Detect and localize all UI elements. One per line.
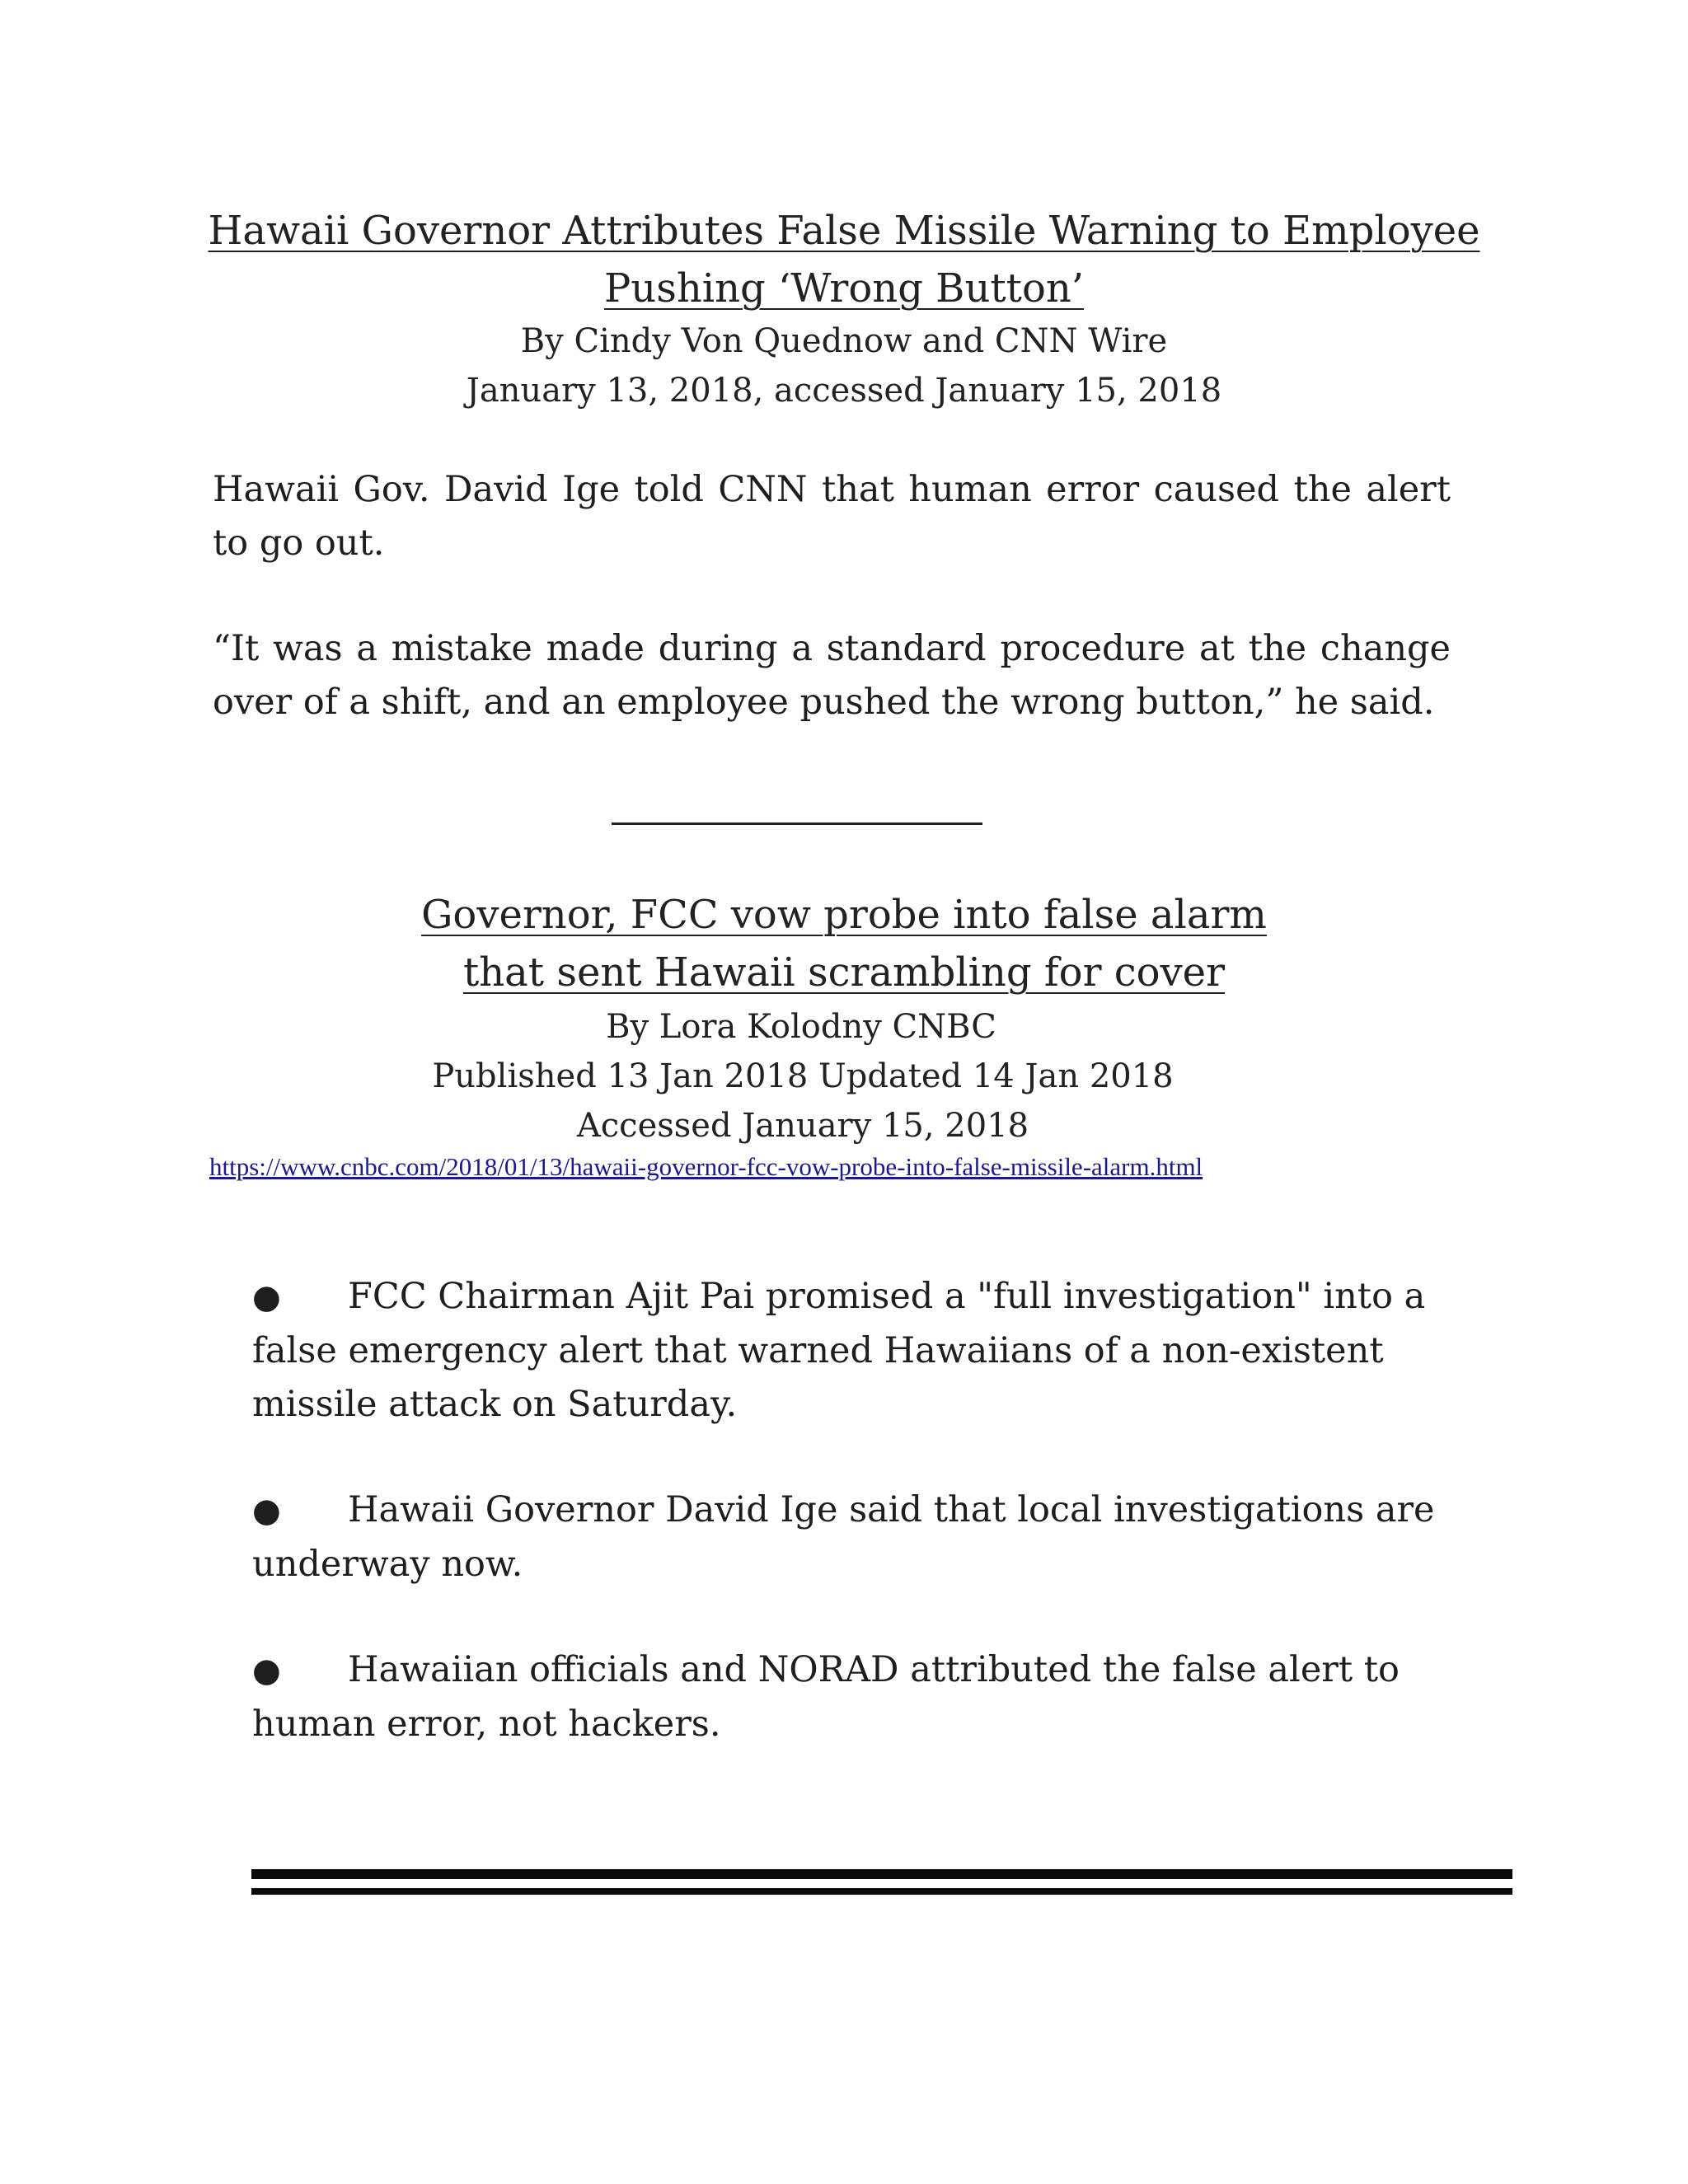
bullet-item	[252, 1483, 1472, 1591]
article2-url-link[interactable]: https://www.cnbc.com/2018/01/13/hawaii-governor-fcc-vow-probe-into-false-missile-alarm.html	[209, 1152, 1203, 1181]
bullet-line	[252, 1483, 1472, 1538]
footer-rule-thin	[251, 1888, 1512, 1895]
bullet-line: human error, not hackers.	[252, 1704, 721, 1745]
article2-accessed: Accessed January 15, 2018	[576, 1107, 1029, 1145]
article2-title-line2: that sent Hawaii scrambling for cover	[462, 949, 1226, 996]
bullet-item	[252, 1643, 1472, 1751]
article1-title-line2: Pushing ‘Wrong Button’	[603, 265, 1085, 312]
bullet-line: missile attack on Saturday.	[252, 1384, 738, 1425]
section-divider	[612, 823, 982, 825]
footer-rule-thick	[251, 1869, 1512, 1879]
bullet-text: Hawaiian officials and NORAD attributed the false alert to	[348, 1649, 1400, 1690]
article2-title-line1: Governor, FCC vow probe into false alarm	[421, 892, 1267, 938]
article2-byline: By Lora Kolodny CNBC	[606, 1008, 996, 1046]
bullet-line: underway now.	[252, 1544, 523, 1585]
bullet-dot-icon: ●	[252, 1278, 281, 1316]
article1-date: January 13, 2018, accessed January 15, 2018	[466, 372, 1222, 410]
article1-title-line1: Hawaii Governor Attributes False Missile Warning to Employee	[208, 208, 1480, 254]
article1-paragraph2: “It was a mistake made during a standard procedure at the change over of a shift, and an employee pushed the wrong button,” he said.	[213, 628, 1451, 723]
article1-paragraph1: Hawaii Gov. David Ige told CNN that human error caused the alert to go out.	[213, 469, 1451, 564]
bullet-line	[252, 1270, 1472, 1324]
bullet-dot-icon: ●	[252, 1492, 281, 1530]
article1-byline: By Cindy Von Quednow and CNN Wire	[520, 322, 1168, 360]
bullet-dot-icon: ●	[252, 1652, 281, 1690]
bullet-text: Hawaii Governor David Ige said that local investigations are	[348, 1489, 1435, 1530]
bullet-line	[252, 1643, 1472, 1698]
bullet-item	[252, 1270, 1472, 1432]
article2-published: Published 13 Jan 2018 Updated 14 Jan 2018	[432, 1057, 1174, 1095]
bullet-text: FCC Chairman Ajit Pai promised a "full investigation" into a	[348, 1276, 1426, 1317]
bullet-line: false emergency alert that warned Hawaiians of a non-existent	[252, 1330, 1384, 1371]
